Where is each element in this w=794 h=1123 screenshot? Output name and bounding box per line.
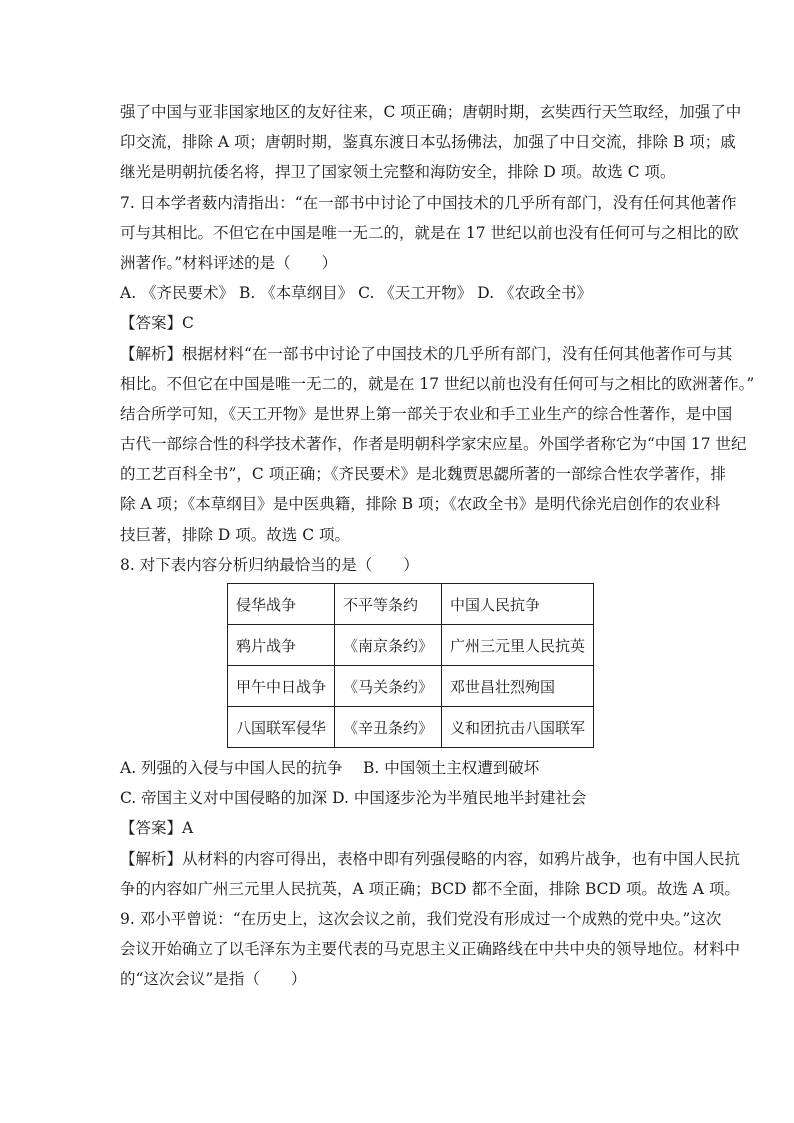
question-stem-line: 洲著作。”材料评述的是（ ）: [120, 253, 338, 272]
question-stem-line: 会议开始确立了以毛泽东为主要代表的马克思主义正确路线在中共中央的领导地位。材料中: [120, 940, 741, 959]
table-cell: 鸦片战争: [228, 625, 335, 666]
history-table: [227, 583, 594, 748]
question-stem-line: 9. 邓小平曾说：“在历史上，这次会议之前，我们党没有形成过一个成熟的党中央。”这次: [120, 909, 722, 928]
question-7: [120, 188, 755, 550]
table-cell: 邓世昌壮烈殉国: [442, 666, 594, 707]
question-stem-line: 7. 日本学者薮内清指出：“在一部书中讨论了中国技术的几乎所有部门，没有任何其他著作: [120, 193, 737, 212]
table-cell: 八国联军侵华: [228, 707, 335, 748]
table-cell: 甲午中日战争: [228, 666, 335, 707]
analysis-line: 的工艺百科全书”，C 项正确；《齐民要术》是北魏贾思勰所著的一部综合性农学著作，排: [120, 465, 726, 484]
analysis-line: 相比。不但它在中国是唯一无二的，就是在 17 世纪以前也没有任何可与之相比的欧洲著作。”: [120, 374, 755, 393]
table-cell: 《辛丑条约》: [335, 707, 442, 748]
question-stem-line: 的“这次会议”是指（ ）: [120, 970, 307, 989]
table-header-row: [228, 584, 594, 625]
table-row: [228, 666, 594, 707]
analysis-line: 【解析】根据材料“在一部书中讨论了中国技术的几乎所有部门，没有任何其他著作可与其: [120, 344, 733, 363]
text-line: 继光是明朝抗倭名将，捍卫了国家领土完整和海防安全，排除 D 项。故选 C 项。: [120, 163, 676, 182]
question-stem-line: 8. 对下表内容分析归纳最恰当的是（ ）: [120, 555, 419, 574]
table-cell: 《马关条约》: [335, 666, 442, 707]
question-stem-line: 可与其相比。不但它在中国是唯一无二的，就是在 17 世纪以前也没有任何可与之相比的欧: [120, 223, 739, 242]
table-row: [228, 625, 594, 666]
question-options: A. 列强的入侵与中国人民的抗争 B. 中国领土主权遭到破坏: [120, 759, 540, 777]
document-page: [120, 97, 755, 995]
question-options: C. 帝国主义对中国侵略的加深 D. 中国逐步沦为半殖民地半封建社会: [120, 789, 587, 808]
table-cell: 中国人民抗争: [442, 584, 594, 625]
analysis-line: 争的内容如广州三元里人民抗英，A 项正确；BCD 都不全面，排除 BCD 项。故选 A 项。: [120, 879, 740, 898]
answer-line: 【答案】A: [120, 819, 194, 838]
table-cell: 不平等条约: [335, 584, 442, 625]
table-cell: 侵华战争: [228, 584, 335, 625]
text-line: 强了中国与亚非国家地区的友好往来，C 项正确；唐朝时期，玄奘西行天竺取经，加强了中: [120, 103, 742, 121]
table-row: [228, 707, 594, 748]
text-line: 印交流，排除 A 项；唐朝时期，鉴真东渡日本弘扬佛法，加强了中日交流，排除 B 项；戚: [120, 133, 736, 152]
table-cell: 《南京条约》: [335, 625, 442, 666]
analysis-line: 【解析】从材料的内容可得出，表格中即有列强侵略的内容，如鸦片战争，也有中国人民抗: [120, 849, 741, 868]
table-cell: 广州三元里人民抗英: [442, 625, 594, 666]
analysis-line: 古代一部综合性的科学技术著作，作者是明朝科学家宋应星。外国学者称它为“中国 17 世纪: [120, 435, 747, 454]
question-9: [120, 904, 741, 995]
table-cell: 义和团抗击八国联军: [442, 707, 594, 748]
question-options: A. 《齐民要术》 B. 《本草纲目》 C. 《天工开物》 D. 《农政全书》: [120, 284, 592, 303]
answer-line: 【答案】C: [120, 314, 194, 333]
question-8: [120, 550, 741, 904]
intro-paragraph: [120, 97, 742, 188]
analysis-line: 技巨著，排除 D 项。故选 C 项。: [120, 525, 350, 544]
analysis-line: 结合所学可知，《天工开物》是世界上第一部关于农业和手工业生产的综合性著作，是中国: [120, 404, 733, 423]
analysis-line: 除 A 项；《本草纲目》是中医典籍，排除 B 项；《农政全书》是明代徐光启创作的农业科: [120, 495, 721, 514]
